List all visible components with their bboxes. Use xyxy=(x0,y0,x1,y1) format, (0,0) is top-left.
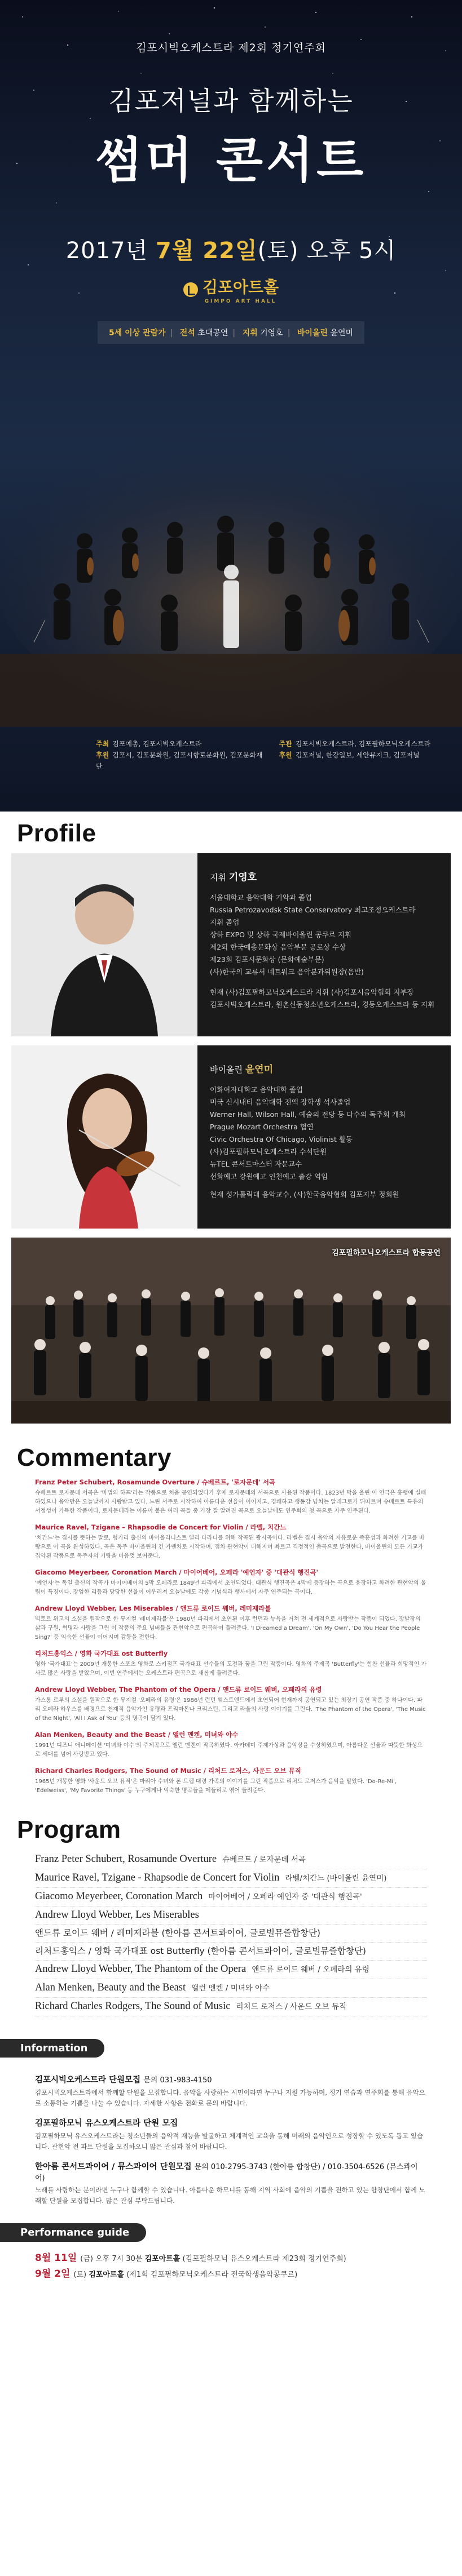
guide-item xyxy=(35,2251,427,2267)
profile-heading: Profile xyxy=(17,819,96,847)
program-title-en: Maurice Ravel, Tzigane - Rhapsodie de Concert for Violin xyxy=(35,1872,280,1883)
bio-line: Prague Mozart Orchestra 협연 xyxy=(210,1123,314,1131)
bio-line: 상하 EXPO 및 상하 국제바이올린 콩쿠르 지휘 xyxy=(210,930,351,939)
program-title-en: Andrew Lloyd Webber, Les Miserables xyxy=(35,1909,199,1921)
hero-credits xyxy=(96,738,451,772)
hero-title: 썸머 콘서트 xyxy=(95,132,367,189)
guide-venue: 김포아트홀 xyxy=(144,2255,181,2263)
credit-value: 김포저널, 한강일보, 세안뮤지크, 김포저널 xyxy=(295,751,420,759)
info-age: 5세 이상 관람가 xyxy=(108,329,166,338)
info-phone: 문의 031-983-4150 xyxy=(143,2076,212,2085)
info-conductor-label: 지휘 xyxy=(242,329,258,338)
guide-heading-wrap xyxy=(0,2223,462,2242)
program-item xyxy=(35,1925,427,1943)
credit-label: 후원 xyxy=(279,751,292,759)
commentary-title: Andrew Lloyd Webber, Les Miserables / 앤드류 로이드 웨버, 레미제라블 xyxy=(35,1604,271,1612)
guide-date: 8월 11일 xyxy=(35,2253,77,2264)
conductor-name-value: 기영호 xyxy=(228,872,257,883)
program-item xyxy=(35,1943,427,1961)
commentary-title: Andrew Lloyd Webber, The Phantom of the Opera / 앤드류 로이드 웨버, 오페라의 유령 xyxy=(35,1686,322,1693)
bio-line: 현재 (사)김포필하모닉오케스트라 지휘 (사)김포시음악협회 지부장 xyxy=(210,988,414,996)
guide-time: (금) 오후 7시 30분 xyxy=(80,2255,143,2263)
commentary-text: 1991년 디즈니 애니메이션 '미녀와 야수'의 주제곡으로 앨런 멘켄이 작곡하였다. 아카데미 주제가상과 음악상을 수상하였으며, 아름다운 선율과 따뜻한 화성으로 세대를 넘어 사랑받고 있다. xyxy=(35,1743,423,1758)
commentary-text: 슈베르트 로자문데 서곡은 '마법의 하프'라는 작품으로 처음 공연되었다가 후에 로자문데의 서곡으로 사용된 작품이다. 1823년 막을 올린 이 연극은 흥행에 실패하였으나 음악만은 오늘날까지 사랑받고 있다. 느린 서주로 시작하여 아름다운 선율이 이어지고, 경쾌하고 생동감 넘치는 알레그로가 뒤따르며 슈베르트 특유의 서정성이 가득한 작품이다. 로자문데라는 이름이 붙은 여러 곡들 중 가장 잘 알려진 곡으로 오늘날에도 연주회의 첫 곡으로 자주 연주된다. xyxy=(35,1490,426,1514)
bio-line: 서울대학교 음악대학 기악과 졸업 xyxy=(210,893,312,902)
program-title-ko: 슈베르트 / 로자문데 서곡 xyxy=(222,1855,306,1864)
violinist-photo xyxy=(11,1045,197,1229)
credit-label: 후원 xyxy=(96,751,109,759)
commentary-title: Alan Menken, Beauty and the Beast / 앨런 멘켄, 미녀와 야수 xyxy=(35,1731,239,1739)
date-prefix: 2017년 xyxy=(65,238,148,264)
guide-date: 9월 2일 xyxy=(35,2268,71,2280)
info-violin-label: 바이올린 xyxy=(297,329,328,338)
info-title-text: 김포시빅오케스트라 단원모집 xyxy=(35,2076,141,2085)
info-conductor-value: 기영호 xyxy=(260,329,283,338)
program-title-ko: 앤드류 로이드 웨버 / 레미제라블 (한아름 콘서트콰이어, 글로벌뮤즐합창단) xyxy=(35,1928,320,1938)
information-heading-wrap xyxy=(0,2039,462,2058)
guide-item xyxy=(35,2267,427,2282)
venue-name-ko: 김포아트홀 xyxy=(202,278,279,296)
credit-value: 김포시, 김포문화원, 김포시향토문화원, 김포문화재단 xyxy=(96,751,263,770)
profile-section xyxy=(0,853,462,1424)
info-block-title xyxy=(35,2117,427,2129)
program-heading-wrap xyxy=(0,1808,462,1850)
bio-line: 뉴TEL 콘서트마스터 자문교수 xyxy=(210,1160,302,1168)
credit-sponsor-2 xyxy=(279,750,451,772)
bio-line: 제2회 한국예총문화상 음악부문 공로상 수상 xyxy=(210,943,346,951)
info-block-title xyxy=(35,2160,427,2183)
commentary-title: Maurice Ravel, Tzigane – Rhapsodie de Concert for Violin / 라벨, 치간느 xyxy=(35,1523,287,1531)
info-violin-value: 윤연미 xyxy=(330,329,353,338)
bio-line: 미국 신시내티 음악대학 전액 장학생 석사졸업 xyxy=(210,1098,351,1106)
group-photo-caption: 김포필하모닉오케스트라 합동공연 xyxy=(332,1249,441,1257)
information-heading: Information xyxy=(0,2039,104,2058)
program-title-ko: 앨런 멘켄 / 미녀와 야수 xyxy=(191,1984,270,1993)
info-sep: | xyxy=(287,329,291,338)
bio-line: 제23회 김포시문화상 (문화예술부문) xyxy=(210,955,324,964)
information-section xyxy=(0,2058,462,2206)
bio-line: 이화여자대학교 음악대학 졸업 xyxy=(210,1085,303,1094)
violinist-card xyxy=(11,1045,451,1229)
hero-poster xyxy=(0,0,462,812)
violinist-bio xyxy=(210,1063,442,1201)
info-title-text: 김포필하모닉 유스오케스트라 단원 모집 xyxy=(35,2119,178,2128)
program-item xyxy=(35,1961,427,1979)
violinist-name xyxy=(210,1063,442,1076)
commentary-title: Giacomo Meyerbeer, Coronation March / 마이어베어, 오페라 '예언자' 중 '대관식 행진곡' xyxy=(35,1568,319,1576)
bio-spacer xyxy=(210,1183,442,1189)
commentary-text: 영화 '국가대표'는 2009년 개봉한 스포츠 영화로 스키점프 국가대표 선수들의 도전과 꿈을 그린 작품이다. 영화의 주제곡 'Butterfly'는 힘찬 선율과 희망적인 가사로 많은 사랑을 받았으며, 이번 연주에서는 오케스트라 편곡으로 새롭게 들려준다. xyxy=(35,1661,427,1677)
hero-subtitle: 김포저널과 함께하는 xyxy=(108,86,354,116)
commentary-item xyxy=(35,1766,427,1795)
credit-label: 주관 xyxy=(279,740,292,748)
commentary-text: 1965년 개봉한 영화 '사운드 오브 뮤직'은 마리아 수녀와 폰 트랩 대령 가족의 이야기를 그린 작품으로 리처드 로저스가 음악을 맡았다. 'Do-Re-Mi', 'Edelweiss', 'My Favorite Things' 등 누구에게나 익숙한 명곡들을 메들리로 엮어 들려준다. xyxy=(35,1779,397,1794)
bio-line: 김포시빅오케스트라, 원촌신동청소년오케스트라, 경동오케스트라 등 지휘 xyxy=(210,1000,435,1009)
commentary-item xyxy=(35,1523,427,1561)
program-title-ko: 앤드류 로이드 웨버 / 오페라의 유령 xyxy=(252,1965,369,1974)
info-seat-value: 초대공연 xyxy=(197,329,228,338)
venue-logo-icon xyxy=(183,282,198,297)
info-sep: | xyxy=(232,329,236,338)
commentary-item xyxy=(35,1685,427,1723)
bio-line: Civic Orchestra Of Chicago, Violinist 활동 xyxy=(210,1135,353,1143)
program-item xyxy=(35,1869,427,1888)
commentary-item xyxy=(35,1649,427,1678)
info-phone: 문의 010-2795-3743 (한아름 합창단) / 010-3504-6526 (뮤스콰이어) xyxy=(35,2163,418,2183)
guide-desc: (제1회 김포필하모닉오케스트라 전국학생음악콩쿠르) xyxy=(126,2271,298,2279)
info-sep: | xyxy=(170,329,173,338)
commentary-section xyxy=(0,1478,462,1795)
guide-heading: Performance guide xyxy=(0,2223,146,2242)
hero-date xyxy=(0,233,462,265)
conductor-bio xyxy=(210,871,442,1011)
venue-logo xyxy=(183,275,279,304)
program-item xyxy=(35,1888,427,1906)
violinist-name-value: 윤연미 xyxy=(245,1064,274,1075)
bio-line: (사)김포필하모닉오케스트라 수석단원 xyxy=(210,1147,327,1156)
bio-line: 현재 성가톨릭대 음악교수, (사)한국음악협회 김포지부 정회원 xyxy=(210,1190,399,1199)
guide-section xyxy=(0,2242,462,2282)
bio-line: 지휘 졸업 xyxy=(210,918,240,926)
venue-name-en: GIMPO ART HALL xyxy=(204,299,277,304)
hero-text xyxy=(0,39,462,344)
credit-value: 김포예총, 김포시빅오케스트라 xyxy=(112,740,202,748)
commentary-title: Franz Peter Schubert, Rosamunde Overture / 슈베르트, '로자문데' 서곡 xyxy=(35,1478,276,1486)
date-time: 오후 5시 xyxy=(306,238,397,264)
program-section xyxy=(0,1850,462,2016)
commentary-text: 빅토르 위고의 소설을 원작으로 한 뮤지컬 '레미제라블'은 1980년 파리에서 초연된 이후 런던과 뉴욕을 거쳐 전 세계적으로 사랑받는 작품이 되었다. 장발장의 삶과 구원, 혁명과 사랑을 그린 이 작품의 주요 넘버들을 관현악으로 편곡하여 들려준다. 'I Dreamed a Dream', 'On My Own', 'Do You Hear the People Sing?' 등 익숙한 선율이 이어지며 감동을 전한다. xyxy=(35,1616,421,1641)
credit-value: 김포시빅오케스트라, 김포필하모닉오케스트라 xyxy=(295,740,431,748)
program-title-en: Franz Peter Schubert, Rosamunde Overture xyxy=(35,1854,217,1865)
venue-name xyxy=(203,275,279,304)
credit-host xyxy=(96,738,268,750)
bio-line: 선화예고 강원예고 인천예고 출강 역임 xyxy=(210,1172,328,1181)
program-title-ko: 리처드홍익스 / 영화 국가대표 ost Butterfly (한아름 콘서트콰이어, 글로벌뮤즐합창단) xyxy=(35,1946,366,1956)
info-seat-label: 전석 xyxy=(179,329,195,338)
program-item xyxy=(35,1979,427,1998)
credit-sponsor-1 xyxy=(96,750,268,772)
commentary-item xyxy=(35,1478,427,1516)
bio-spacer xyxy=(210,978,442,986)
orchestra-photo xyxy=(0,338,462,727)
program-item xyxy=(35,1906,427,1925)
program-title-en: Giacomo Meyerbeer, Coronation March xyxy=(35,1891,203,1902)
commentary-item xyxy=(35,1730,427,1759)
info-title-text: 한아름 콘서트콰이어 / 뮤스콰이어 단원모집 xyxy=(35,2162,192,2171)
commentary-title: Richard Charles Rodgers, The Sound of Music / 리처드 로저스, 사운드 오브 뮤직 xyxy=(35,1767,301,1775)
commentary-heading: Commentary xyxy=(17,1444,171,1471)
commentary-text: '치간느'는 집시를 뜻하는 말로, 헝가리 출신의 바이올리니스트 옐리 다라니를 위해 작곡된 광시곡이다. 라벨은 집시 음악의 자유로운 즉흥성과 화려한 기교를 바탕으로 이 곡을 완성하였다. 곡은 독주 바이올린의 긴 카덴차로 시작하며, 점차 관현악이 더해지며 빠르고 격정적인 춤곡으로 발전한다. 바이올린의 모든 기교가 집약된 작품으로 독주자의 기량을 마음껏 보여준다. xyxy=(35,1535,425,1559)
bio-line: Russia Petrozavodsk State Conservatory 최고조정오케스트라 xyxy=(210,906,416,914)
program-title-ko: 리처드 로저스 / 사운드 오브 뮤직 xyxy=(236,2002,347,2011)
guide-desc: (김포필하모닉 유스오케스트라 제23회 정기연주회) xyxy=(182,2255,346,2263)
hero-org: 김포시빅오케스트라 제2회 정기연주회 xyxy=(136,42,326,54)
commentary-title: 리처드홍익스 / 영화 국가대표 ost Butterfly xyxy=(35,1650,168,1657)
info-block-text: 노래를 사랑하는 분이라면 누구나 함께할 수 있습니다. 아름다운 하모니를 통해 지역 사회에 음악의 기쁨을 전하고 있는 합창단에서 함께 노래할 단원을 모집합니다. 많은 관심 부탁드립니다. xyxy=(35,2186,425,2205)
program-title-ko: 마이어베어 / 오페라 예언자 중 '대관식 행진곡' xyxy=(208,1892,362,1901)
bio-line: Werner Hall, Wilson Hall, 예술의 전당 등 다수의 독주회 개최 xyxy=(210,1110,406,1119)
conductor-role: 지휘 xyxy=(210,872,226,883)
guide-venue: 김포아트홀 xyxy=(89,2271,125,2279)
date-day: (토) xyxy=(257,238,299,264)
program-item xyxy=(35,1998,427,2016)
commentary-text: 가스통 르루의 소설을 원작으로 한 뮤지컬 '오페라의 유령'은 1986년 런던 웨스트엔드에서 초연되어 현재까지 공연되고 있는 최장기 공연 작품 중 하나이다. 파리 오페라 하우스를 배경으로 천재적 음악가인 유령과 프리마돈나 크리스틴, 그리고 라울의 사랑 이야기를 그린다. 'The Phantom of the Opera', 'The Music of the Night', 'All I Ask of You' 등의 명곡이 담겨 있다. xyxy=(35,1697,426,1722)
bio-line: (사)한국의 교류서 네트워크 음악분과위원장(음반) xyxy=(210,968,364,976)
credit-organizer xyxy=(279,738,451,750)
group-photo-card xyxy=(11,1238,451,1424)
info-block-title xyxy=(35,2073,427,2085)
group-photo xyxy=(11,1238,451,1424)
info-block-text: 김포필하모닉 유스오케스트라는 청소년들의 음악적 재능을 발굴하고 체계적인 교육을 통해 미래의 음악인으로 성장할 수 있도록 돕고 있습니다. 관현악 전 파트 단원을 모집하오니 많은 관심과 참여 바랍니다. xyxy=(35,2132,424,2151)
program-item xyxy=(35,1851,427,1869)
profile-heading-wrap xyxy=(0,812,462,853)
commentary-heading-wrap xyxy=(0,1436,462,1478)
guide-time: (토) xyxy=(73,2271,87,2279)
credit-label: 주최 xyxy=(96,740,109,748)
conductor-name xyxy=(210,871,442,884)
program-title-ko: 라벨/치간느 (바이올린 윤연미) xyxy=(285,1874,387,1883)
info-block-text: 김포시빅오케스트라에서 함께할 단원을 모집합니다. 음악을 사랑하는 시민이라면 누구나 지원 가능하며, 정기 연습과 연주회를 통해 음악으로 소통하는 기쁨을 나눌 수 있습니다. 자세한 사항은 전화로 문의 바랍니다. xyxy=(35,2089,425,2107)
program-heading: Program xyxy=(17,1816,121,1843)
conductor-card xyxy=(11,853,451,1036)
violinist-role: 바이올린 xyxy=(210,1065,243,1075)
commentary-item xyxy=(35,1568,427,1597)
date-main: 7월 22일 xyxy=(155,238,258,264)
commentary-text: '예언자'는 독일 출신의 작곡가 마이어베어의 5막 오페라로 1849년 파리에서 초연되었다. 대관식 행진곡은 4막에 등장하는 곡으로 웅장하고 화려한 관현악의 울림이 특징이다. 장엄한 리듬과 당당한 선율이 어우러져 오늘날에도 각종 기념식과 행사에서 자주 연주되는 곡이다. xyxy=(35,1580,426,1595)
conductor-photo xyxy=(11,853,197,1036)
program-title-en: Richard Charles Rodgers, The Sound of Music xyxy=(35,2001,231,2012)
program-title-en: Andrew Lloyd Webber, The Phantom of the Opera xyxy=(35,1963,247,1975)
commentary-item xyxy=(35,1604,427,1642)
program-title-en: Alan Menken, Beauty and the Beast xyxy=(35,1982,186,1993)
